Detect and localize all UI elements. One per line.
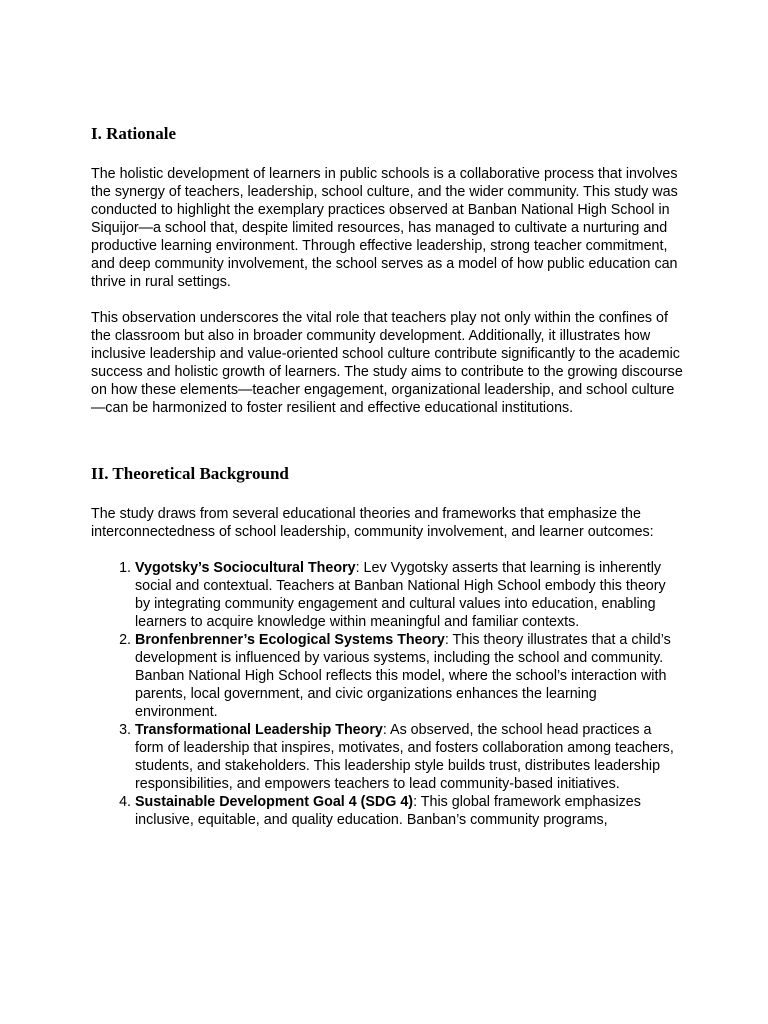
- list-item-term: Bronfenbrenner’s Ecological Systems Theory: [135, 632, 445, 648]
- list-item: [135, 721, 683, 793]
- list-item: [135, 793, 683, 829]
- theories-list: [91, 559, 683, 829]
- theoretical-background-section: [91, 464, 683, 829]
- list-item-text: : Lev Vygotsky asserts that learning is inherently social and contextual. Teachers at Banban National High School embody this theory by integrating community engagement and cultural values into education, enabling learners to acquire knowledge within meaningful and familiar contexts.: [135, 560, 666, 630]
- list-item-term: Vygotsky’s Sociocultural Theory: [135, 560, 356, 576]
- rationale-section: [91, 124, 683, 417]
- document-body: [91, 124, 683, 829]
- list-item-text: : As observed, the school head practices a form of leadership that inspires, motivates, and fosters collaboration among teachers, students, and stakeholders. This leadership style builds trust, distributes leadership responsibilities, and empowers teachers to lead community-based initiatives.: [135, 722, 674, 792]
- list-item-term: Transformational Leadership Theory: [135, 722, 383, 738]
- theoretical-background-heading: II. Theoretical Background: [91, 464, 289, 483]
- rationale-heading: I. Rationale: [91, 124, 176, 143]
- rationale-paragraph-1: The holistic development of learners in public schools is a collaborative process that involves the synergy of teachers, leadership, school culture, and the wider community. This study was conducted to highlight the exemplary practices observed at Banban National High School in Siquijor—a school that, despite limited resources, has managed to cultivate a nurturing and productive learning environment. Through effective leadership, strong teacher commitment, and deep community involvement, the school serves as a model of how public education can thrive in rural settings.: [91, 166, 678, 290]
- list-item-text: : This global framework emphasizes inclusive, equitable, and quality education. Banban’s community programs,: [135, 794, 641, 828]
- list-item-text: : This theory illustrates that a child’s development is influenced by various systems, including the school and community. Banban National High School reflects this model, where the school’s interaction with parents, local government, and civic organizations enhances the learning environment.: [135, 632, 671, 720]
- rationale-paragraph-2: This observation underscores the vital role that teachers play not only within the confines of the classroom but also in broader community development. Additionally, it illustrates how inclusive leadership and value-oriented school culture contribute significantly to the academic success and holistic growth of learners. The study aims to contribute to the growing discourse on how these elements—teacher engagement, organizational leadership, and school culture—can be harmonized to foster resilient and effective educational institutions.: [91, 310, 683, 416]
- list-item: [135, 559, 683, 631]
- list-item-term: Sustainable Development Goal 4 (SDG 4): [135, 794, 414, 810]
- theoretical-background-intro: The study draws from several educational theories and frameworks that emphasize the interconnectedness of school leadership, community involvement, and learner outcomes:: [91, 506, 654, 540]
- list-item: [135, 631, 683, 721]
